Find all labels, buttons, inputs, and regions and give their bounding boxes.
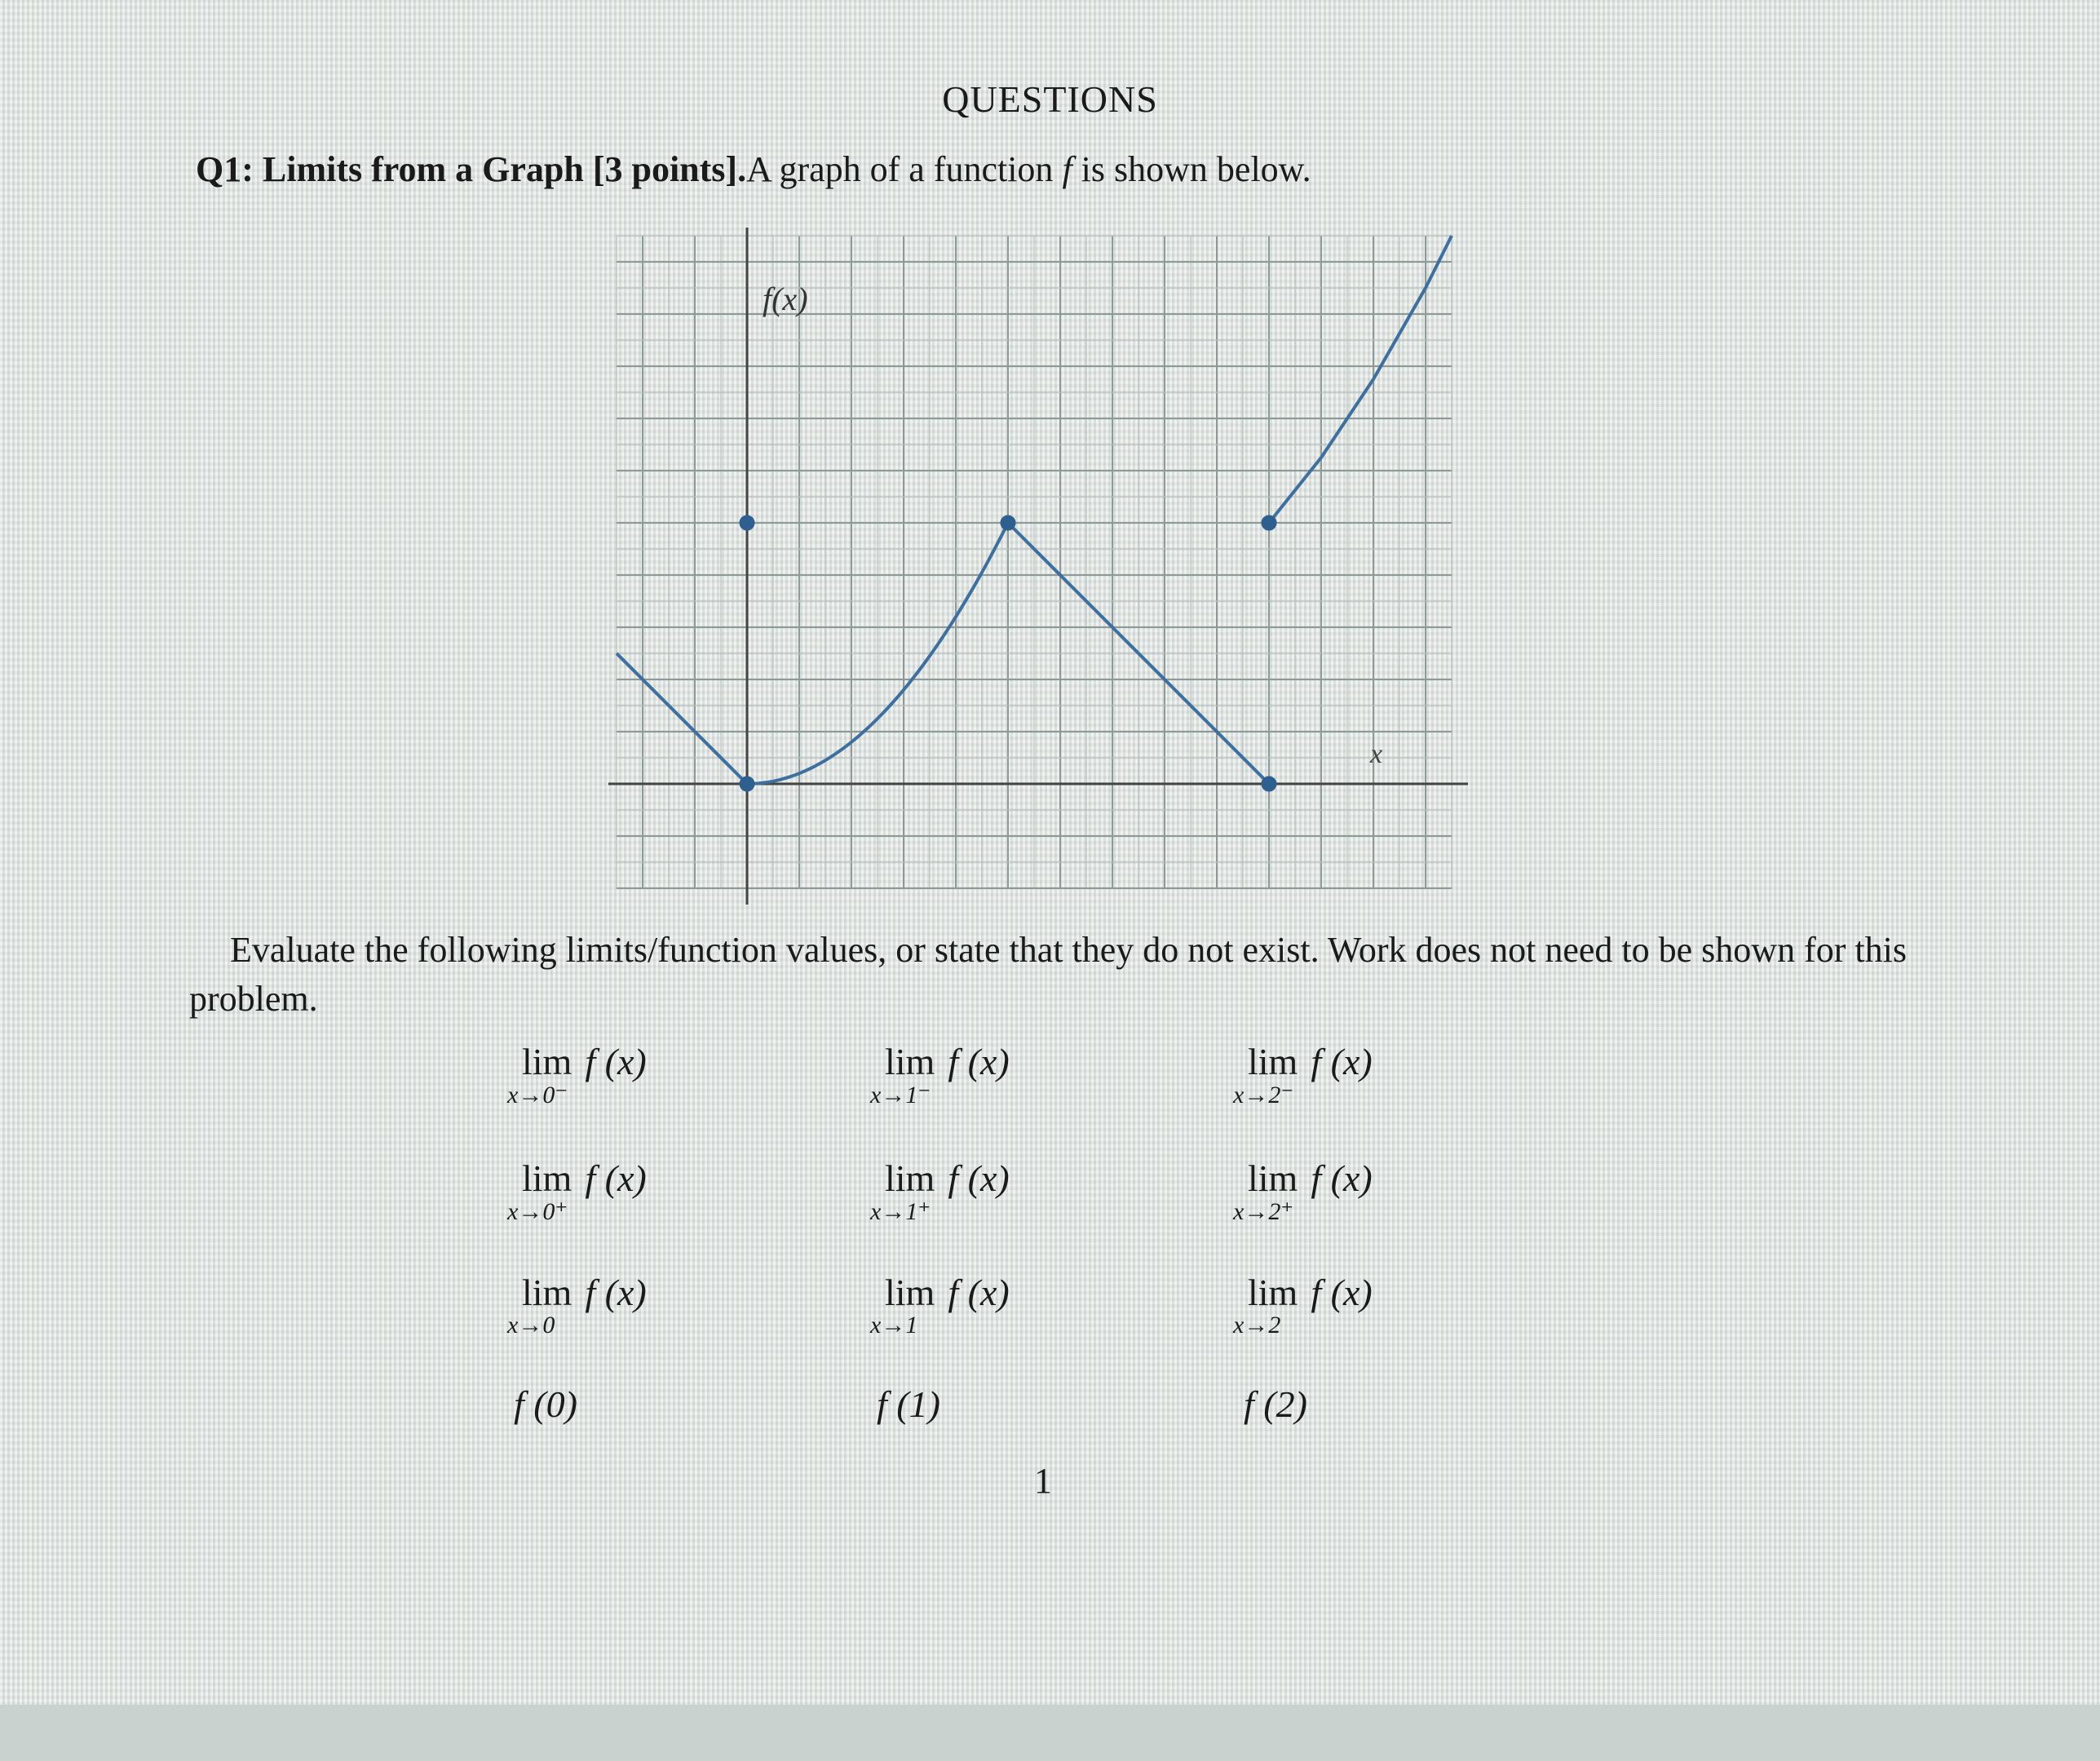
limit-expression: [1233, 1157, 1373, 1225]
limit-expression: [870, 1271, 1010, 1338]
graph-point: [1262, 516, 1275, 529]
graph-axes: [608, 228, 1468, 905]
limit-function: f (x): [948, 1041, 1010, 1082]
lim-word: lim: [885, 1272, 935, 1313]
limit-subscript: x→1: [870, 1312, 918, 1338]
question-title: [196, 148, 1311, 190]
limit-function: f (x): [1311, 1041, 1373, 1082]
page-bottom-edge: [0, 1705, 2100, 1761]
question-text-after: is shown below.: [1072, 149, 1311, 189]
lim-word: lim: [522, 1157, 573, 1199]
limit-function: f (x): [948, 1157, 1010, 1199]
function-name: f: [1062, 149, 1072, 189]
limit-operator: [1233, 1271, 1298, 1338]
limit-expression: [870, 1157, 1010, 1225]
limit-function: f (x): [1311, 1272, 1373, 1313]
limit-operator: [870, 1157, 935, 1225]
lim-word: lim: [1248, 1272, 1298, 1313]
lim-word: lim: [1248, 1157, 1298, 1199]
lim-word: lim: [1248, 1041, 1298, 1082]
function-curve: [1269, 236, 1452, 523]
limit-subscript: x→0⁻: [507, 1082, 568, 1108]
limit-operator: [870, 1271, 935, 1338]
limit-operator: [507, 1040, 573, 1108]
limit-expression: [870, 1040, 1010, 1108]
y-axis-label: f(x): [763, 281, 808, 317]
graph-point: [1262, 777, 1275, 790]
function-curve: [617, 653, 747, 784]
limit-subscript: x→1⁻: [870, 1082, 931, 1108]
limit-expression: [507, 1157, 647, 1225]
limit-function: f (x): [585, 1157, 647, 1199]
limit-operator: [507, 1271, 573, 1338]
page-number: 1: [1034, 1461, 1052, 1501]
limit-function: f (x): [585, 1272, 647, 1313]
limit-operator: [507, 1157, 573, 1225]
limit-operator: [1233, 1157, 1298, 1225]
lim-word: lim: [522, 1041, 573, 1082]
function-graph: [571, 208, 1484, 909]
limit-subscript: x→0⁺: [507, 1198, 568, 1225]
limit-subscript: x→0: [507, 1312, 555, 1338]
graph-point: [741, 516, 754, 529]
limit-operator: [870, 1040, 935, 1108]
limit-function: f (x): [1311, 1157, 1373, 1199]
question-label: Q1: Limits from a Graph [3 points].: [196, 149, 747, 189]
lim-word: lim: [522, 1272, 573, 1313]
function-value-2: f (2): [1244, 1383, 1307, 1425]
limit-expression: [507, 1040, 647, 1108]
graph-grid: [617, 236, 1452, 888]
instructions: Evaluate the following limits/function values, or state that they do not exist. Work does not need to be shown for this problem.: [189, 930, 1907, 1019]
limit-subscript: x→1⁺: [870, 1198, 931, 1225]
limit-expression: [507, 1271, 647, 1338]
limit-subscript: x→2⁺: [1233, 1198, 1294, 1225]
limit-function: f (x): [585, 1041, 647, 1082]
limit-subscript: x→2⁻: [1233, 1082, 1294, 1108]
function-value-1: f (1): [877, 1383, 940, 1425]
lim-word: lim: [885, 1157, 935, 1199]
lim-word: lim: [885, 1041, 935, 1082]
limit-operator: [1233, 1040, 1298, 1108]
limit-subscript: x→2: [1233, 1312, 1281, 1338]
function-value-0: f (0): [514, 1383, 577, 1425]
limit-expression: [1233, 1040, 1373, 1108]
limit-function: f (x): [948, 1272, 1010, 1313]
question-text-before: A graph of a function: [746, 149, 1063, 189]
x-axis-label: x: [1370, 739, 1383, 769]
graph-point: [741, 777, 754, 790]
graph-point: [1001, 516, 1015, 529]
section-heading: QUESTIONS: [942, 78, 1158, 120]
limit-expression: [1233, 1271, 1373, 1338]
